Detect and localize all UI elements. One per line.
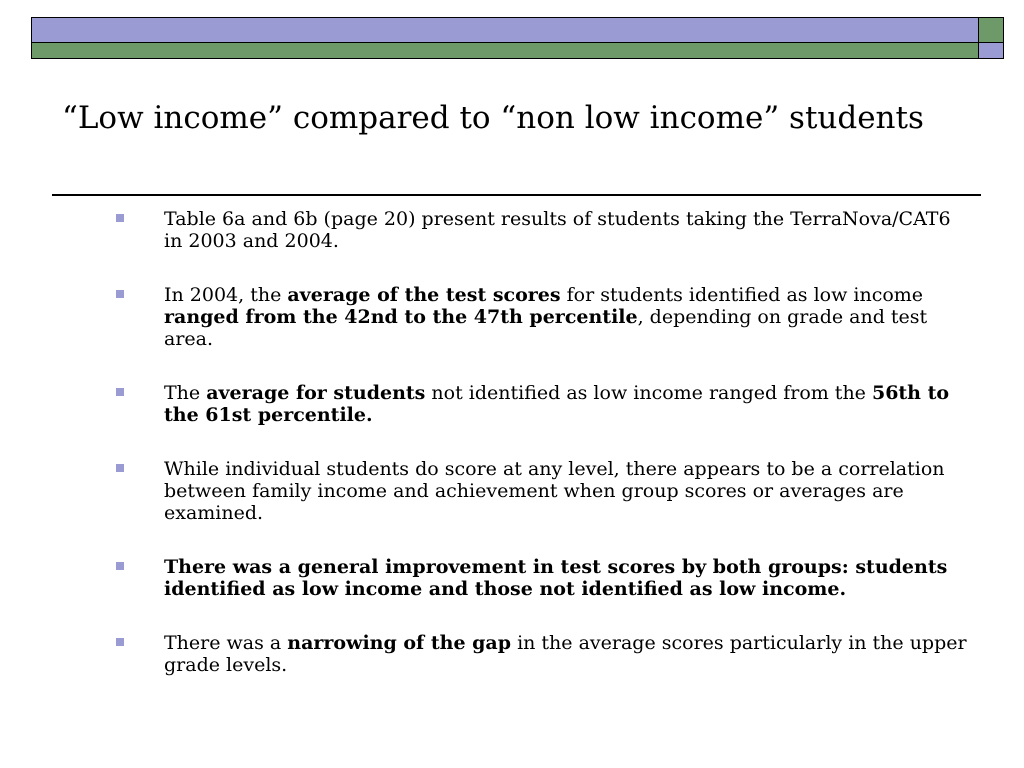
bullet-text (164, 458, 973, 524)
title-divider (52, 194, 981, 196)
text-segment: not identified as low income ranged from the (425, 382, 872, 404)
text-segment: , depending on grade and test area. (164, 306, 928, 350)
text-segment: While individual students do score at any level, there appears to be a correlation between family income and achievement when group scores or averages are examined. (164, 458, 945, 524)
text-segment: In 2004, the (164, 284, 288, 306)
bullet-text (164, 556, 973, 600)
slide-title: “Low income” compared to “non low income” students (62, 100, 924, 136)
square-bullet-icon (116, 214, 124, 222)
header-bar-top-end-square (978, 17, 1004, 43)
bold-text-segment: narrowing of the gap (287, 632, 512, 654)
bullet-text (164, 284, 973, 350)
square-bullet-icon (116, 638, 124, 646)
bold-text-segment: average for students (206, 382, 426, 404)
bullet-item (113, 284, 973, 350)
text-segment: The (164, 382, 207, 404)
bold-text-segment: ranged from the 42nd to the 47th percentile (164, 306, 638, 328)
text-segment: There was a (164, 632, 288, 654)
text-segment: Table 6a and 6b (page 20) present results of students taking the TerraNova/CAT6 in 2003 and 2004. (164, 208, 951, 252)
bullet-text (164, 632, 973, 676)
bullet-list (113, 208, 973, 676)
bullet-text (164, 208, 973, 252)
bullet-item (113, 632, 973, 676)
bullet-item (113, 458, 973, 524)
text-segment: in the average scores particularly in the upper grade levels. (164, 632, 967, 676)
text-segment: for students identified as low income (560, 284, 924, 306)
header-bar-bottom (31, 42, 979, 59)
square-bullet-icon (116, 388, 124, 396)
square-bullet-icon (116, 290, 124, 298)
square-bullet-icon (116, 464, 124, 472)
bullet-text (164, 382, 973, 426)
bold-text-segment: There was a general improvement in test scores by both groups: students identified as low income and those not identified as low income. (164, 556, 948, 600)
square-bullet-icon (116, 562, 124, 570)
header-bar-bottom-end-square (978, 42, 1004, 59)
bold-text-segment: 56th to the 61st percentile. (164, 382, 950, 426)
bold-text-segment: average of the test scores (287, 284, 561, 306)
bullet-item (113, 382, 973, 426)
bullet-item (113, 556, 973, 600)
header-bar-top (31, 17, 979, 43)
bullet-item (113, 208, 973, 252)
